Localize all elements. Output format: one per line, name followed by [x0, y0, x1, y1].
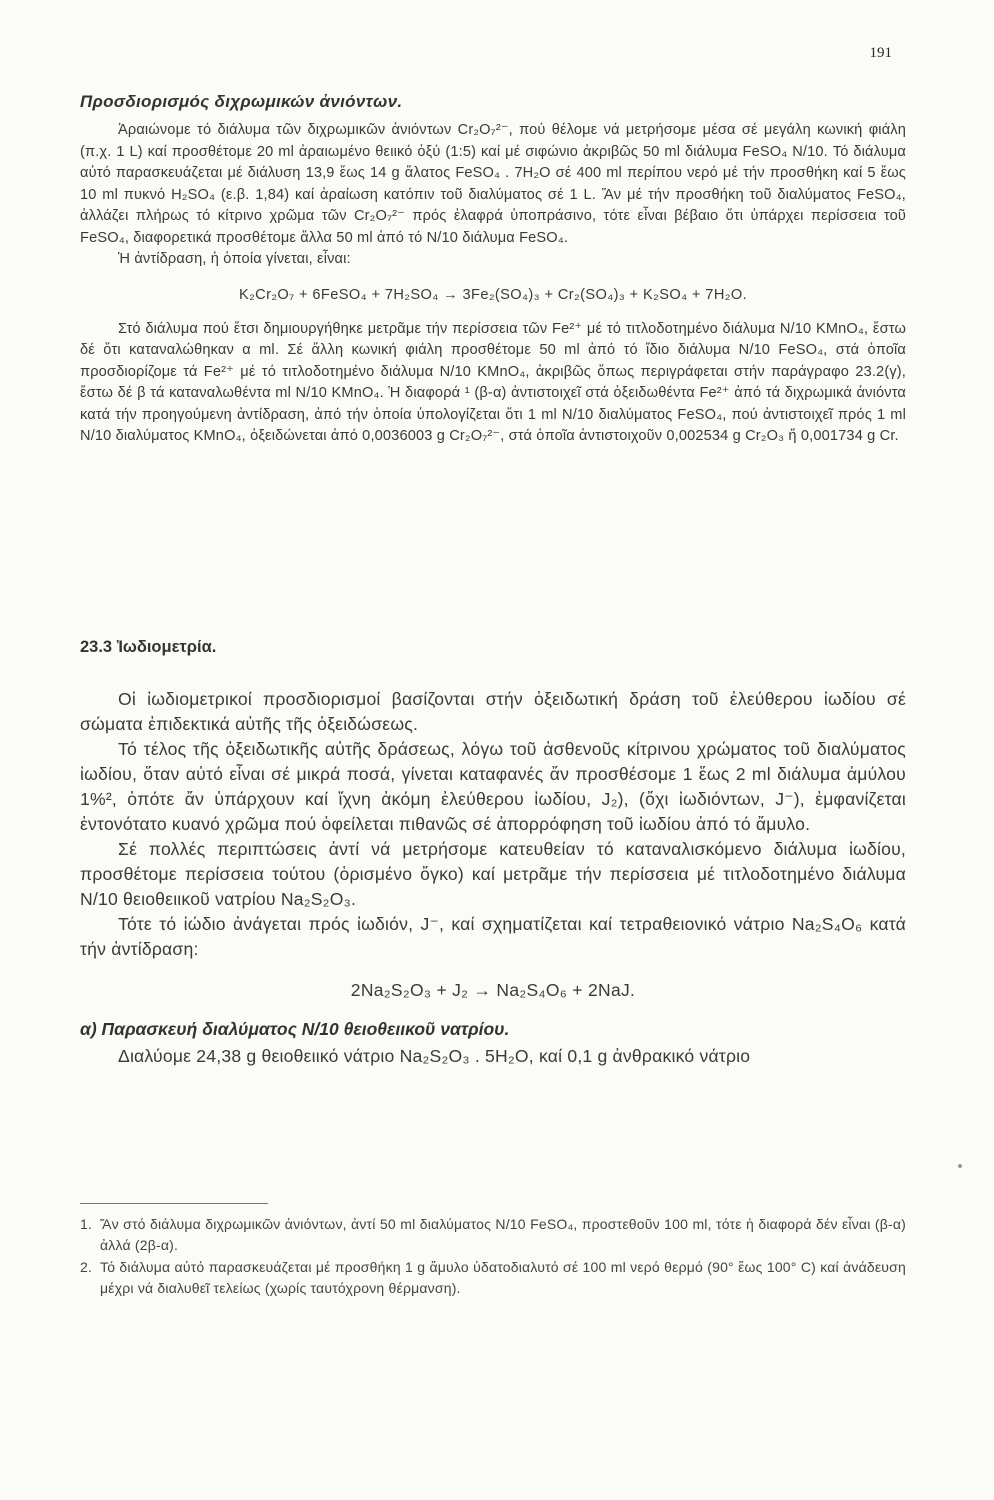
paragraph: Ἡ ἀντίδραση, ἡ ὁποία γίνεται, εἶναι: — [118, 251, 351, 267]
section-dichromate — [80, 92, 906, 448]
footnotes — [80, 1214, 906, 1300]
footnote-number: 2. — [80, 1259, 93, 1275]
footnote-text: Ἄν στό διάλυμα διχρωμικῶν ἀνιόντων, ἀντί 50 ml διαλύματος N/10 FeSO₄, προστεθοῦν 100 ml, τότε ἡ διαφορά δέν εἶναι (β-α) ἀλλά (2β-α). — [100, 1216, 906, 1253]
section-iodometry — [80, 638, 906, 1069]
footnote — [80, 1257, 906, 1299]
subsection-heading: α) Παρασκευή διαλύματος N/10 θειοθειικοῦ νατρίου. — [80, 1019, 510, 1039]
reaction-equation: K₂Cr₂O₇ + 6FeSO₄ + 7H₂SO₄ → 3Fe₂(SO₄)₃ + Cr₂(SO₄)₃ + K₂SO₄ + 7H₂O. — [238, 286, 748, 303]
paragraph: Σέ πολλές περιπτώσεις ἀντί νά μετρήσομε κατευθείαν τό καταναλισκόμενο διάλυμα ἰωδίου, προσθέτομε περίσσεια τούτου (ὁρισμένο ὄγκο) καί μετρᾶμε τήν περίσσεια μέ τιτλοδοτημένο διάλυμα N/10 θειοθειικοῦ νατρίου Na₂S₂O₃. — [80, 839, 906, 909]
section-heading: Προσδιορισμός διχρωμικών ἀνιόντων. — [80, 92, 403, 111]
section-heading: 23.3 Ἰωδιομετρία. — [80, 638, 217, 656]
scan-speck — [958, 1164, 962, 1168]
footnote — [80, 1214, 906, 1256]
footnote-divider — [80, 1203, 268, 1204]
paragraph: Τότε τό ἰώδιο ἀνάγεται πρός ἰωδιόν, J⁻, καί σχηματίζεται καί τετραθειονικό νάτριο Na₂S₄O₆ κατά τήν ἀντίδραση: — [80, 914, 906, 959]
paragraph: Στό διάλυμα πού ἔτσι δημιουργήθηκε μετρᾶμε τήν περίσσεια τῶν Fe²⁺ μέ τό τιτλοδοτημένο διάλυμα N/10 KMnO₄, ἔστω δέ ὅτι καταναλώθηκαν α ml. Σέ ἄλλη κωνική φιάλη προσθέτομε 50 ml ἀπό τό ἴδιο διάλυμα N/10 FeSO₄, στά ὁποῖα προσδιορίζομε τά Fe²⁺ μέ τό τιτλοδοτημένο διάλυμα N/10 KMnO₄, ἀκριβῶς ὅπως περιγράφεται στήν παράγραφο 23.2(γ), ἔστω δέ β τά καταναλωθέντα ml N/10 KMnO₄. Ἡ διαφορά ¹ (β-α) ἀντιστοιχεῖ στά ὀξειδωθέντα Fe²⁺ ἀπό τά διχρωμικά ἀνιόντα κατά τήν προηγούμενη ἀντίδραση, ἀπό τήν ὁποία ὑπολογίζεται ὅτι 1 ml N/10 διαλύματος FeSO₄, πού ἀντιστοιχεῖ πρός 1 ml N/10 διαλύματος KMnO₄, ὀξειδώνεται ἀπό 0,0036003 g Cr₂O₇²⁻, στά ὁποῖα ἀντιστοιχοῦν 0,002534 g Cr₂O₃ ἤ 0,001734 g Cr. — [80, 320, 906, 444]
paragraph: Οἱ ἰωδιομετρικοί προσδιορισμοί βασίζονται στήν ὀξειδωτική δράση τοῦ ἐλεύθερου ἰωδίου σέ σώματα ἐπιδεκτικά αὐτῆς τῆς ὀξειδώσεως. — [80, 689, 906, 734]
paragraph: Διαλύομε 24,38 g θειοθειικό νάτριο Na₂S₂O₃ . 5H₂O, καί 0,1 g ἀνθρακικό νάτριο — [118, 1046, 751, 1066]
reaction-equation: 2Na₂S₂O₃ + J₂ → Na₂S₄O₆ + 2NaJ. — [350, 980, 636, 1000]
page-number: 191 — [869, 45, 892, 61]
footnote-text: Τό διάλυμα αὐτό παρασκευάζεται μέ προσθήκη 1 g ἄμυλο ὑδατοδιαλυτό σέ 100 ml νερό θερμό (90° ἕως 100° C) καί ἀνάδευση μέχρι νά διαλυθεῖ τελείως (χωρίς ταυτόχρονη θέρμανση). — [100, 1259, 906, 1296]
paragraph: Ἀραιώνομε τό διάλυμα τῶν διχρωμικῶν ἀνιόντων Cr₂O₇²⁻, πού θέλομε νά μετρήσομε μέσα σέ μεγάλη κωνική φιάλη (π.χ. 1 L) καί προσθέτομε 20 ml ἀραιωμένο θειικό ὀξύ (1:5) καί μέ σιφώνιο ἀκριβῶς 50 ml διάλυμα FeSO₄ N/10. Τό διάλυμα αὐτό παρασκευάζεται μέ διάλυση 13,9 ἕως 14 g ἅλατος FeSO₄ . 7H₂O σέ 400 ml περίπου νερό μέ τήν προσθήκη καί 5 ἕως 10 ml πυκνό H₂SO₄ (ε.β. 1,84) καί ἀραίωση κατόπιν τοῦ διαλύματος σέ 1 L. Ἄν μέ τήν προσθήκη τοῦ διαλύματος FeSO₄, ἀλλάζει πλήρως τό κίτρινο χρῶμα τῶν Cr₂O₇²⁻ πρός ἐλαφρά ὑποπράσινο, τότε εἶναι βέβαιο ὅτι ὑπάρχει περίσσεια τοῦ FeSO₄, διαφορετικά προσθέτομε ἄλλα 50 ml ἀπό τό N/10 διάλυμα FeSO₄. — [80, 122, 906, 246]
footnote-number: 1. — [80, 1216, 93, 1232]
paragraph: Τό τέλος τῆς ὀξειδωτικῆς αὐτῆς δράσεως, λόγω τοῦ ἀσθενοῦς κίτρινου χρώματος τοῦ διαλύματος ἰωδίου, ὅταν αὐτό εἶναι σέ μικρά ποσά, γίνεται καταφανές ἄν προσθέσομε 1 ἕως 2 ml διάλυμα ἀμύλου 1%², ὁπότε ἄν ὑπάρχουν καί ἴχνη ἀκόμη ἐλεύθερου ἰωδίου, J₂), (ὄχι ἰωδιόντων, J⁻), ἐμφανίζεται ἐντονότατο κυανό χρῶμα πού ὀφείλεται πιθανῶς σέ ἀπορρόφηση τοῦ ἰωδίου ἀπό τό ἄμυλο. — [80, 739, 906, 834]
